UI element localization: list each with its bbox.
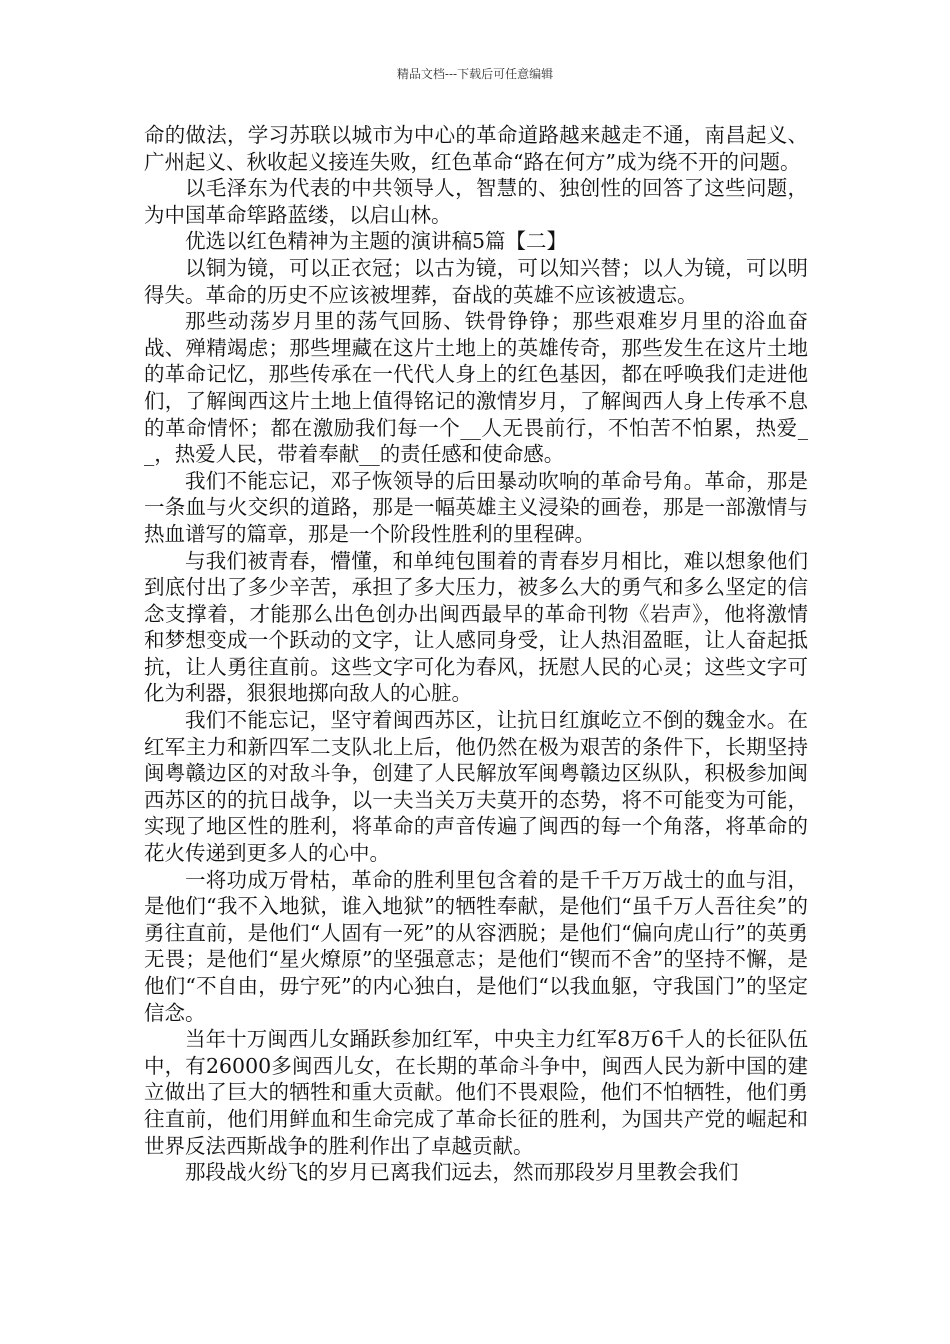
- paragraph-3: 以铜为镜，可以正衣冠；以古为镜，可以知兴替；以人为镜，可以明得失。革命的历史不应该被埋葬，奋战的英雄不应该被遗忘。: [144, 255, 808, 307]
- document-body: [144, 122, 808, 1186]
- page-header: 精品文档---下载后可任意编辑: [396, 67, 554, 81]
- paragraph-10: 那段战火纷飞的岁月已离我们远去，然而那段岁月里教会我们: [185, 1160, 739, 1185]
- paragraph-6: 与我们被青春，懵懂，和单纯包围着的青春岁月相比，难以想象他们到底付出了多少辛苦，承担了多大压力，被多么大的勇气和多么坚定的信念支撑着，才能那么出色创办出闽西最早的革命刊物《岩声》，他将激情和梦想变成一个跃动的文字，让人感同身受，让人热泪盈眶，让人奋起抵抗，让人勇往直前。这些文字可化为春风，抚慰人民的心灵；这些文字可化为利器，狠狠地掷向敌人的心脏。: [144, 548, 808, 706]
- paragraph-2: 以毛泽东为代表的中共领导人，智慧的、独创性的回答了这些问题，为中国革命筚路蓝缕，以启山林。: [144, 176, 808, 227]
- paragraph-9: 当年十万闽西儿女踊跃参加红军，中央主力红军8万6千人的长征队伍中，有26000多闽西儿女，在长期的革命斗争中，闽西人民为新中国的建立做出了巨大的牺牲和重大贡献。他们不畏艰险，他们不怕牺牲，他们勇往直前，他们用鲜血和生命完成了革命长征的胜利，为国共产党的崛起和世界反法西斯战争的胜利作出了卓越贡献。: [144, 1027, 808, 1158]
- paragraph-5: 我们不能忘记，邓子恢领导的后田暴动吹响的革命号角。革命，那是一条血与火交织的道路，那是一幅英雄主义浸染的画卷，那是一部激情与热血谱写的篇章，那是一个阶段性胜利的里程碑。: [144, 468, 808, 546]
- section-heading: 优选以红色精神为主题的演讲稿5篇【二】: [185, 229, 568, 254]
- paragraph-7: 我们不能忘记，坚守着闽西苏区，让抗日红旗屹立不倒的魏金水。在红军主力和新四军二支队北上后，他仍然在极为艰苦的条件下，长期坚持闽粤赣边区的对敌斗争，创建了人民解放军闽粤赣边区纵队，积极参加闽西苏区的的抗日战争，以一夫当关万夫莫开的态势，将不可能变为可能，实现了地区性的胜利，将革命的声音传遍了闽西的每一个角落，将革命的花火传递到更多人的心中。: [144, 708, 808, 866]
- paragraph-4: 那些动荡岁月里的荡气回肠、铁骨铮铮；那些艰难岁月里的浴血奋战、殚精竭虑；那些埋藏在这片土地上的英雄传奇，那些发生在这片土地的革命记忆，那些传承在一代代人身上的红色基因，都在呼唤我们走进他们，了解闽西这片土地上值得铭记的激情岁月，了解闽西人身上传承不息的革命情怀；都在激励我们每一个__人无畏前行，不怕苦不怕累，热爱__，热爱人民，带着奉献__的责任感和使命感。: [144, 309, 808, 467]
- paragraph-1: 命的做法，学习苏联以城市为中心的革命道路越来越走不通，南昌起义、广州起义、秋收起义接连失败，红色革命“路在何方”成为绕不开的问题。: [144, 123, 808, 174]
- paragraph-8: 一将功成万骨枯，革命的胜利里包含着的是千千万万战士的血与泪，是他们“我不入地狱，谁入地狱”的牺牲奉献，是他们“虽千万人吾往矣”的勇往直前，是他们“人固有一死”的从容洒脱；是他们“偏向虎山行”的英勇无畏；是他们“星火燎原”的坚强意志；是他们“锲而不舍”的坚持不懈，是他们“不自由，毋宁死”的内心独白，是他们“以我血躯，守我国门”的坚定信念。: [144, 867, 808, 1025]
